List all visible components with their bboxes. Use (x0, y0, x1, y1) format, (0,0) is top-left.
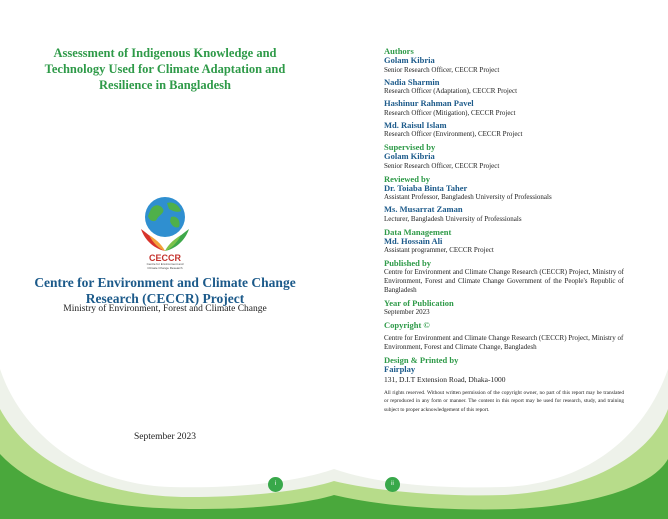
author-name: Nadia Sharmin (384, 76, 440, 87)
data-manager-name: Md. Hossain Ali (384, 235, 443, 246)
page-number-right: ii (385, 477, 400, 492)
reviewer-name: Dr. Toiaba Binta Taher (384, 182, 468, 193)
reviewer-role: Assistant Professor, Bangladesh University of Professionals (384, 193, 552, 201)
year-value: September 2023 (384, 308, 430, 316)
printer-address: 131, D.I.T Extension Road, Dhaka-1000 (384, 374, 506, 384)
rights-notice: All rights reserved. Without written permission of the copyright owner, no part of this report may be translated or reproduced in any form or manner. The content in this report may be used for research, study, and training subject to proper acknowledgement of this report. (384, 389, 624, 414)
publication-date: September 2023 (133, 432, 196, 442)
data-management-heading: Data Management (384, 226, 452, 237)
author-name: Hashinur Rahman Pavel (384, 98, 474, 108)
right-wave-decoration (334, 369, 668, 519)
logo-subtitle-line1: Centre for Environment and (146, 262, 184, 266)
year-heading: Year of Publication (384, 298, 454, 308)
copyright-group (384, 321, 624, 352)
right-page (334, 0, 668, 519)
design-heading: Design & Printed by (384, 355, 459, 365)
reviewer-role: Lecturer, Bangladesh University of Professionals (384, 214, 522, 223)
ministry-name: Ministry of Environment, Forest and Climate Change (63, 304, 267, 314)
credits-section (384, 47, 624, 415)
printer-name: Fairplay (384, 364, 416, 374)
supervised-heading: Supervised by (384, 142, 436, 152)
page-number-left: i (268, 477, 283, 492)
published-group (384, 259, 624, 295)
author-role: Research Officer (Environment), CECCR Project (384, 130, 523, 138)
reviewer-name: Ms. Musarrat Zaman (384, 204, 463, 214)
supervisor-role: Senior Research Officer, CECCR Project (384, 161, 500, 170)
organization-name: Centre for Environment and Climate Change Research (CECCR) Project (34, 275, 296, 306)
reviewed-heading: Reviewed by (384, 173, 431, 184)
supervisor-name: Golam Kibria (384, 151, 435, 161)
copyright-text: Centre for Environment and Climate Change Research (CECCR) Project, Ministry of Environment, Forest and Climate Change, Bangladesh (384, 334, 624, 351)
author-role: Research Officer (Mitigation), CECCR Project (384, 108, 516, 117)
author-role: Research Officer (Adaptation), CECCR Project (384, 87, 518, 95)
logo-subtitle-line2: Climate Change Research (147, 265, 183, 270)
data-manager-role: Assistant programmer, CECCR Project (384, 246, 494, 254)
data-management-group (384, 228, 624, 256)
supervised-group (384, 143, 624, 171)
logo-text (135, 253, 195, 270)
published-heading: Published by (384, 258, 432, 268)
author-name: Golam Kibria (384, 55, 435, 65)
report-title: Assessment of Indigenous Knowledge and Technology Used for Climate Adaptation and Resilience in Bangladesh (44, 46, 286, 92)
year-group (384, 299, 624, 317)
authors-group (384, 47, 624, 139)
author-role: Senior Research Officer, CECCR Project (384, 65, 500, 74)
left-wave-decoration (0, 369, 334, 519)
publisher-text: Centre for Environment and Climate Change Research (CECCR) Project, Ministry of Environment, Forest and Climate Change Government of the People's Republic of Bangladesh (384, 268, 624, 294)
ceccr-logo-icon (135, 195, 195, 253)
copyright-heading: Copyright © (384, 320, 430, 330)
authors-heading: Authors (384, 46, 414, 56)
author-name: Md. Raisul Islam (384, 119, 447, 130)
logo-name: CECCR (148, 253, 181, 263)
reviewed-group (384, 175, 624, 224)
